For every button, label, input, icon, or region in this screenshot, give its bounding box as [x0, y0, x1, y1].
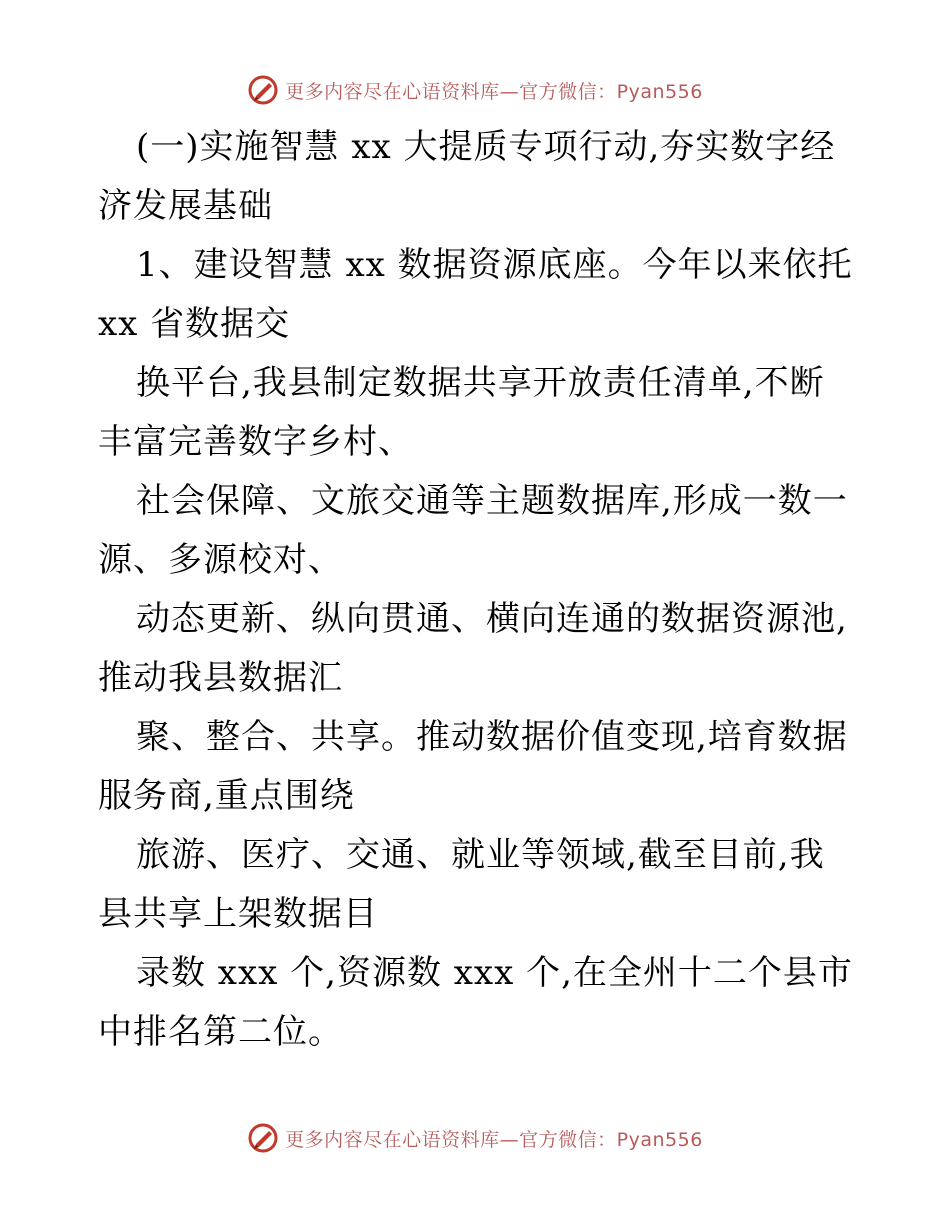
footer-watermark-text: 更多内容尽在心语资料库—官方微信：Pyan556: [285, 1128, 703, 1151]
footer-watermark: [0, 1118, 950, 1158]
header-watermark: [0, 70, 950, 110]
paragraph: 换平台,我县制定数据共享开放责任清单,不断丰富完善数字乡村、: [98, 363, 825, 462]
paragraph: 1、建设智慧 xx 数据资源底座。今年以来依托 xx 省数据交: [98, 245, 853, 344]
paragraph: 动态更新、纵向贯通、横向连通的数据资源池,推动我县数据汇: [98, 599, 848, 698]
pen-logo-icon: [247, 1122, 279, 1154]
document-body: [98, 118, 858, 1062]
paragraph: 聚、整合、共享。推动数据价值变现,培育数据服务商,重点围绕: [98, 717, 848, 816]
header-watermark-text: 更多内容尽在心语资料库—官方微信：Pyan556: [285, 80, 703, 103]
paragraph-heading: (一)实施智慧 xx 大提质专项行动,夯实数字经济发展基础: [98, 127, 836, 226]
paragraph: 录数 xxx 个,资源数 xxx 个,在全州十二个县市中排名第二位。: [98, 953, 853, 1052]
paragraph: 旅游、医疗、交通、就业等领域,截至目前,我县共享上架数据目: [98, 835, 825, 934]
paragraph: 社会保障、文旅交通等主题数据库,形成一数一源、多源校对、: [98, 481, 848, 580]
pen-logo-icon: [247, 74, 279, 106]
